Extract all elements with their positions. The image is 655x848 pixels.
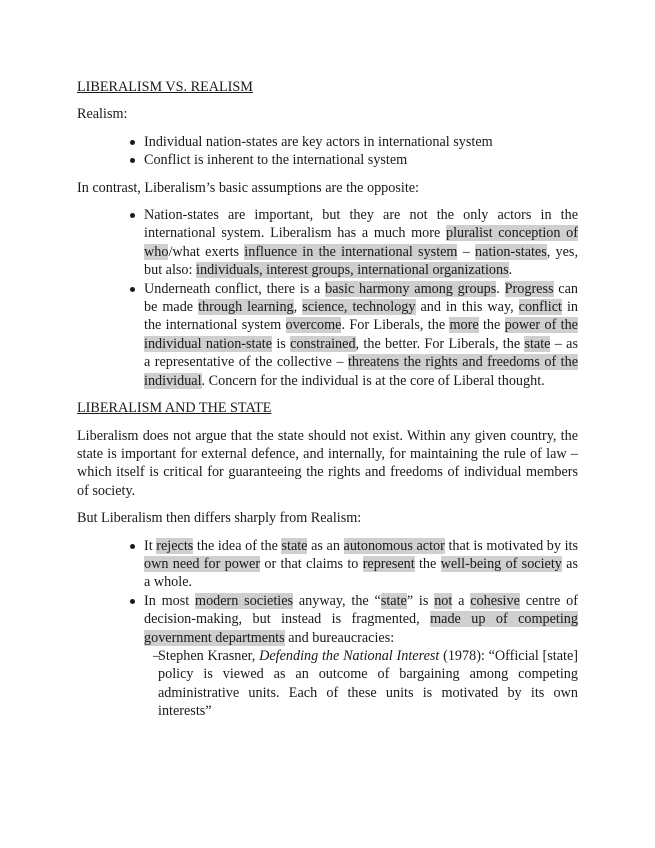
text-run: Underneath conflict, there is a: [144, 280, 326, 297]
bullet-text: Individual nation-states are key actors in international system: [144, 133, 493, 150]
text-run: anyway, the “: [293, 592, 381, 609]
text-run: in the international system: [144, 299, 578, 334]
state-bullet-fragmented: [144, 592, 578, 647]
liberalism-bullet-harmony: [144, 280, 578, 390]
text-run: ” is: [406, 592, 435, 609]
highlight: more: [449, 317, 479, 334]
highlight: well-being of society: [440, 555, 562, 572]
realism-bullet: [144, 151, 578, 169]
state-bullet-list: [77, 537, 578, 647]
highlight: pluralist conception of who: [144, 225, 579, 260]
highlight: constrained: [290, 335, 356, 352]
text-run: . For Liberals, the: [341, 317, 450, 334]
text-run: the: [414, 555, 441, 572]
quote-author: Stephen Krasner,: [158, 647, 260, 664]
differs-intro: But Liberalism then differs sharply from Realism:: [77, 510, 362, 527]
text-run: and bureaucracies:: [284, 629, 395, 646]
bullet-icon: [130, 544, 135, 549]
text-run: , the better. For Liberals, the: [355, 335, 525, 352]
bullet-icon: [130, 140, 135, 145]
highlight: cohesive: [470, 592, 520, 609]
text-run: a: [452, 592, 471, 609]
heading-liberalism-and-the-state: LIBERALISM AND THE STATE: [77, 400, 272, 417]
text-run: or that claims to: [260, 555, 363, 572]
contrast-intro: In contrast, Liberalism’s basic assumptions are the opposite:: [77, 179, 420, 196]
highlight: conflict: [518, 299, 562, 316]
text-run: /what exerts: [168, 243, 245, 260]
state-bullet-rejects: [144, 537, 578, 592]
text-run: ,: [293, 299, 303, 316]
bullet-text: Conflict is inherent to the international system: [144, 152, 408, 169]
bullet-icon: [130, 158, 135, 163]
text-run: –: [457, 243, 476, 260]
text-run: , yes, but also:: [144, 243, 579, 279]
highlight: through learning: [198, 299, 294, 316]
highlight: rejects: [156, 537, 194, 554]
highlight: autonomous actor: [343, 537, 445, 554]
text-run: the idea of the: [193, 537, 282, 554]
highlight: individuals, interest groups, international organizations: [196, 262, 509, 279]
liberalism-bullet-actors: [144, 206, 578, 280]
highlight: Progress: [504, 280, 554, 297]
state-paragraph: Liberalism does not argue that the state should not exist. Within any given country, the state is important for external defence, and internally, for maintaining the rule of law – which itself is critical for guaranteeing the rights and freedoms of individual members of society.: [77, 427, 578, 499]
text-run: is: [272, 335, 291, 352]
highlight: represent: [362, 555, 415, 572]
highlight: state: [524, 335, 551, 352]
text-run: .: [496, 280, 505, 297]
highlight: state: [281, 537, 308, 554]
text-run: that is motivated by its: [444, 537, 578, 554]
bullet-icon: [130, 287, 135, 292]
text-run: In most: [144, 592, 196, 609]
text-run: .: [508, 262, 513, 279]
highlight: science, technology: [302, 299, 416, 316]
text-run: . Concern for the individual is at the core of Liberal thought.: [201, 372, 545, 389]
bullet-icon: [130, 599, 135, 604]
text-run: and in this way,: [415, 299, 519, 316]
highlight: nation-states: [475, 243, 547, 260]
highlight: overcome: [285, 317, 342, 334]
text-run: can be made: [144, 280, 578, 316]
realism-label: Realism:: [77, 106, 128, 123]
highlight: not: [434, 592, 453, 609]
highlight: threatens the rights and freedoms of the individual: [144, 354, 578, 389]
text-run: Nation-states are important, but they are not the only actors in the international system. Liberalism has a much more: [144, 207, 578, 242]
realism-bullet: [144, 133, 578, 151]
quote-text: (1978): “Official [state] policy is viewed as an outcome of bargaining among competing administrative units. Each of these units is motivated by its own interests”: [158, 647, 578, 720]
bullet-icon: [130, 213, 135, 218]
text-run: It: [144, 537, 157, 554]
text-run: as a whole.: [144, 555, 578, 591]
highlight: state: [380, 592, 407, 609]
document-body: [77, 78, 578, 721]
highlight: power of the individual nation-state: [144, 317, 578, 352]
quote-book-title: Defending the National Interest: [259, 647, 440, 664]
highlight: modern societies: [195, 592, 294, 609]
highlight: basic harmony among groups: [325, 280, 497, 297]
krasner-quote: [77, 647, 578, 721]
heading-liberalism-vs-realism: LIBERALISM VS. REALISM: [77, 79, 253, 95]
highlight: made up of competing government departments: [144, 611, 578, 646]
text-run: – as a representative of the collective –: [144, 335, 578, 371]
text-run: the: [478, 317, 505, 334]
text-run: as an: [307, 537, 344, 554]
liberalism-bullet-list: [77, 206, 578, 390]
text-run: centre of decision-making, but instead is fragmented,: [144, 592, 578, 628]
realism-bullet-list: [77, 133, 578, 170]
highlight: influence in the international system: [244, 243, 458, 260]
highlight: own need for power: [144, 555, 261, 572]
dash-marker: –: [153, 647, 161, 664]
